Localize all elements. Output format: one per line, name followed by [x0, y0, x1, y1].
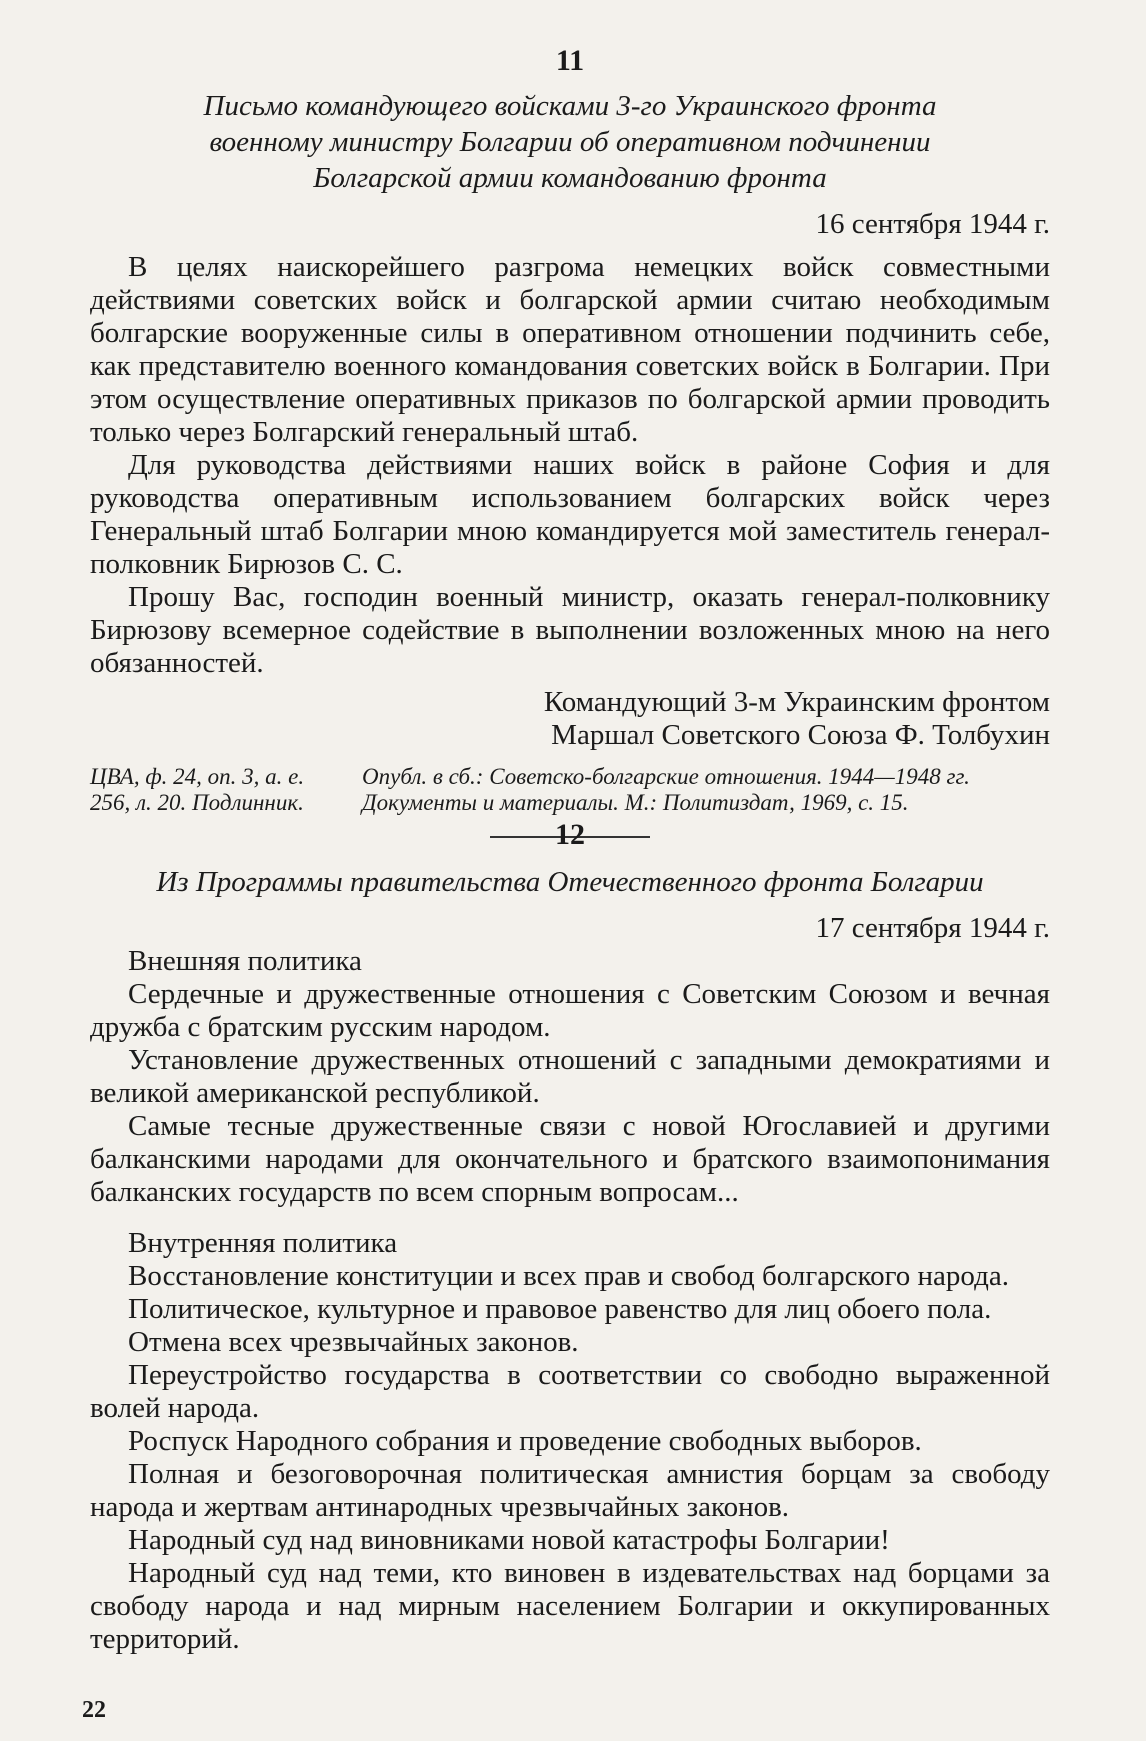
foreign-policy-list	[90, 978, 1050, 1209]
program-item: Политическое, культурное и правовое равенство для лиц обоего пола.	[128, 1293, 992, 1325]
doc11-date: 16 сентября 1944 г.	[815, 208, 1050, 240]
document-11	[90, 44, 1050, 838]
doc11-signature	[90, 686, 1050, 752]
domestic-policy-list	[90, 1260, 1050, 1656]
doc12-title: Из Программы правительства Отечественного фронта Болгарии	[156, 866, 984, 898]
signature-line: Командующий 3-м Украинским фронтом	[543, 686, 1050, 718]
program-item: Самые тесные дружественные связи с новой Югославией и другими балканскими народами для окончательного и братского взаимопонимания балканских государств по всем спорным вопросам...	[90, 1110, 1050, 1208]
program-item: Полная и безоговорочная политическая амнистия борцам за свободу народа и жертвам антинародных чрезвычайных законов.	[90, 1458, 1050, 1523]
section-foreign-policy: Внешняя политика	[128, 945, 362, 977]
program-item: Роспуск Народного собрания и проведение свободных выборов.	[128, 1425, 922, 1457]
program-item: Переустройство государства в соответствии со свободно выраженной волей народа.	[90, 1359, 1050, 1424]
doc11-title-line: Болгарской армии командованию фронта	[313, 162, 827, 194]
signature-line: Маршал Советского Союза Ф. Толбухин	[551, 719, 1050, 751]
doc11-number: 11	[555, 44, 585, 77]
program-item: Установление дружественных отношений с западными демократиями и великой американской республикой.	[90, 1044, 1050, 1109]
doc12-number: 12	[555, 818, 585, 851]
program-item: Народный суд над виновниками новой катастрофы Болгарии!	[128, 1524, 890, 1556]
doc11-paragraph: Для руководства действиями наших войск в районе София и для руководства оперативным использованием болгарских войск через Генеральный штаб Болгарии мною командируется мой заместитель генерал-полковник Бирюзов С. С.	[90, 449, 1050, 580]
doc12-date: 17 сентября 1944 г.	[815, 912, 1050, 944]
doc11-title	[90, 88, 1050, 196]
program-item: Отмена всех чрезвычайных законов.	[128, 1326, 579, 1358]
program-item: Восстановление конституции и всех прав и свобод болгарского народа.	[128, 1260, 1009, 1292]
document-12	[90, 818, 1050, 1656]
program-item: Народный суд над теми, кто виновен в издевательствах над борцами за свободу народа и над мирным населением Болгарии и оккупированных территорий.	[90, 1557, 1050, 1655]
program-item: Сердечные и дружественные отношения с Советским Союзом и вечная дружба с братским русским народом.	[90, 978, 1050, 1043]
doc11-title-line: Письмо командующего войсками 3-го Украинского фронта	[203, 90, 937, 122]
archive-source: ЦВА, ф. 24, оп. 3, а. е. 256, л. 20. Подлинник.	[90, 764, 305, 815]
publication-source: Опубл. в сб.: Советско-болгарские отношения. 1944—1948 гг. Документы и материалы. М.: Политиздат, 1969, с. 15.	[362, 764, 970, 815]
doc11-title-line: военному министру Болгарии об оперативном подчинении	[209, 126, 931, 158]
doc11-paragraph: Прошу Вас, господин военный министр, оказать генерал-полковнику Бирюзову всемерное содействие в выполнении возложенных мною на него обязанностей.	[90, 581, 1050, 679]
doc11-archive-reference	[90, 764, 1050, 816]
section-domestic-policy: Внутренняя политика	[128, 1227, 398, 1259]
page-number: 22	[82, 1697, 106, 1723]
doc11-paragraph: В целях наискорейшего разгрома немецких войск совместными действиями советских войск и болгарской армии считаю необходимым болгарские вооруженные силы в оперативном отношении подчинить себе, как представителю военного командования советских войск в Болгарии. При этом осуществление оперативных приказов по болгарской армии проводить только через Болгарский генеральный штаб.	[90, 251, 1050, 448]
doc11-body	[90, 251, 1050, 680]
